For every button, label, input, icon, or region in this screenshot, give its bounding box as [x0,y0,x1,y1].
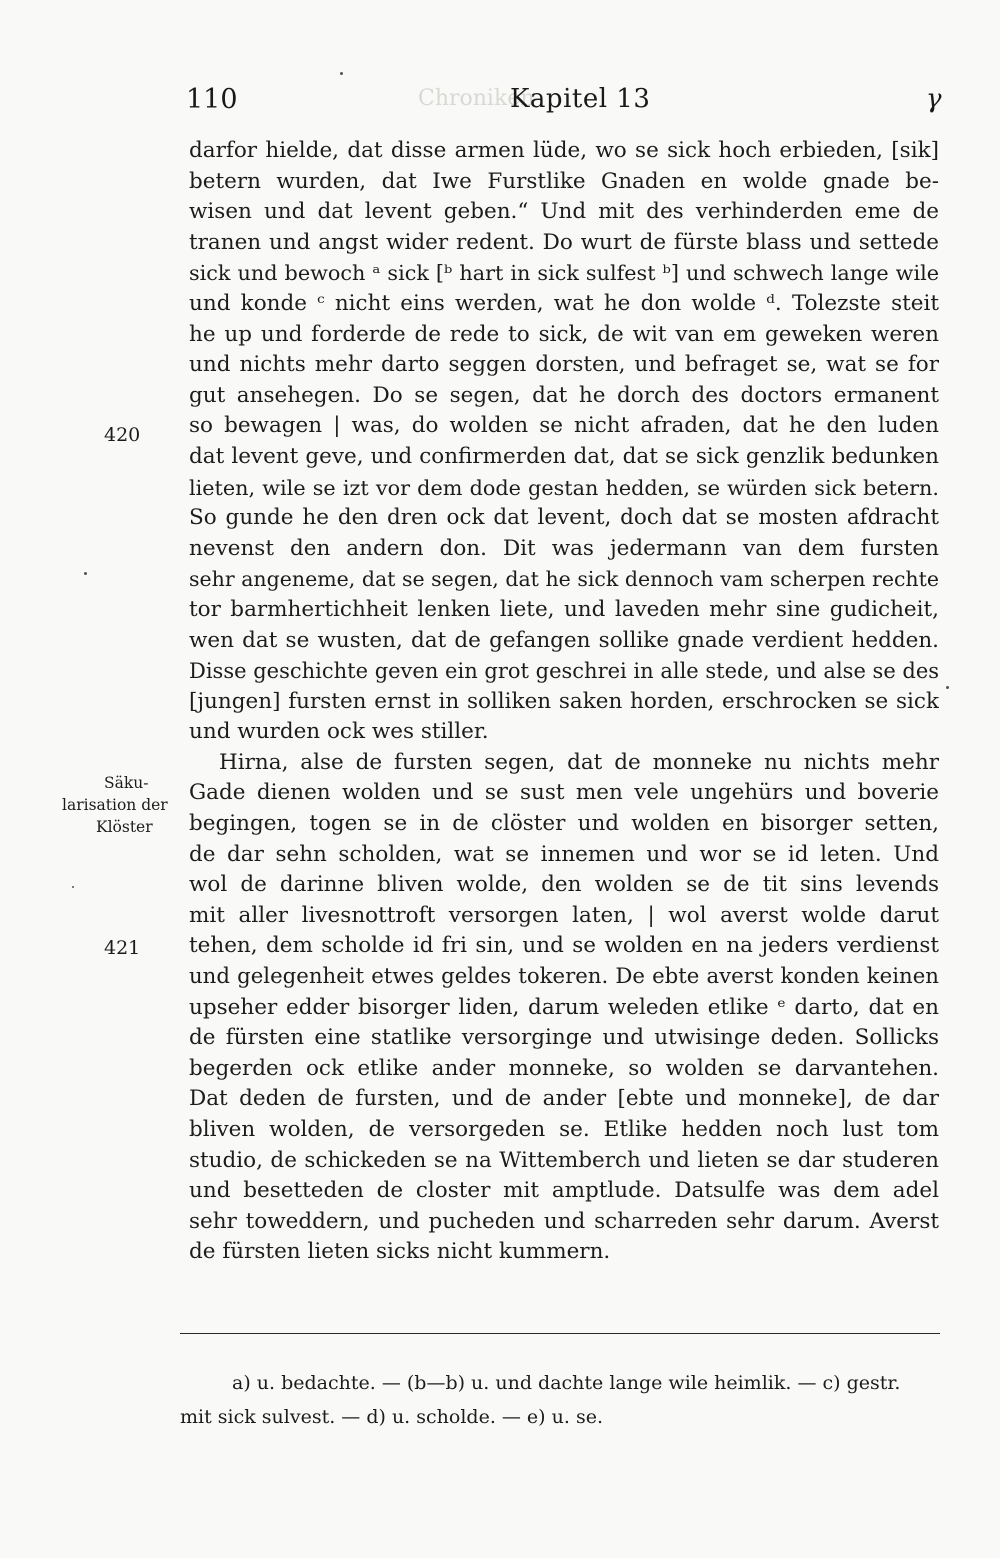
text-line: begerden ock etlike ander monneke, so wolden se darvantehen. [189,1055,939,1081]
text-line: wol de darinne bliven wolde, den wolden se de tit sins levends [189,872,939,898]
footnote-line: a) u. bedachte. — (b—b) u. und dachte lange wile heimlik. — c) gestr. [232,1372,901,1394]
paper-speck [72,886,74,888]
side-note-line: larisation der [62,796,168,814]
text-line: tehen, dem scholde id fri sin, und se wolden en na jeders verdienst [189,933,939,959]
bleed-through-header: Chroniken [418,86,535,111]
text-line: de fürsten lieten sicks nicht kummern. [189,1239,611,1265]
text-line: de dar sehn scholden, wat se innemen und wor se id leten. Und [189,841,939,867]
text-line: lieten, wile se izt vor dem dode gestan hedden, se würden sick betern. [189,475,939,500]
side-note-line: Klöster [96,818,153,836]
paper-speck [946,686,949,689]
text-line: tranen und angst wider redent. Do wurt de fürste blass und settede [189,229,939,255]
text-line: he up und forderde de rede to sick, de wit van em geweken weren [189,321,939,347]
side-note-line: Säku- [104,774,149,792]
page-number: 110 [186,84,238,115]
text-line: betern wurden, dat Iwe Furstlike Gnaden en wolde gnade be- [189,168,939,194]
text-line: Disse geschichte geven ein grot geschrei in alle stede, und alse se des [189,659,939,684]
text-line: studio, de schickeden se na Wittemberch und lieten se dar studeren [189,1147,939,1173]
text-line: de fürsten eine statlike versorginge und utwisinge deden. Sollicks [189,1025,939,1051]
text-line: So gunde he den dren ock dat levent, doch dat se mosten afdracht [189,505,939,531]
text-line: und gelegenheit etwes geldes tokeren. De ebte averst konden keinen [189,964,939,990]
text-line: gut ansehegen. Do se segen, dat he dorch des doctors ermanent [189,382,939,408]
text-line: bliven wolden, de versorgeden se. Etlike hedden noch lust tom [189,1117,939,1142]
paper-speck [84,572,87,575]
signature-mark: γ [926,84,942,114]
page-header [0,84,1000,124]
text-line: sick und bewoch ᵃ sick [ᵇ hart in sick sulfest ᵇ] und schwech lange wile [189,261,939,286]
text-line: und konde ᶜ nicht eins werden, wat he don wolde ᵈ. Tolezste steit [189,290,939,316]
text-line: Dat deden de fursten, und de ander [ebte und monneke], de dar [189,1086,939,1112]
text-line: begingen, togen se in de clöster und wolden en bisorger setten, [189,811,939,837]
text-line: tor barmhertichheit lenken liete, und laveden mehr sine gudicheit, [189,596,939,622]
text-line: so bewagen | was, do wolden se nicht afraden, dat he den luden [189,413,939,439]
text-line: wisen und dat levent geben.“ Und mit des verhinderden eme de [189,199,939,225]
margin-side-note [62,772,186,838]
text-line: upseher edder bisorger liden, darum weleden etlike ᵉ darto, dat en [189,994,939,1020]
text-line: wen dat se wusten, dat de gefangen sollike gnade verdient hedden. [189,627,939,653]
text-line: sehr angeneme, dat se segen, dat he sick dennoch vam scherpen rechte [189,567,939,592]
text-line: Hirna, alse de fursten segen, dat de monneke nu nichts mehr [219,749,939,775]
text-line: darfor hielde, dat disse armen lüde, wo se sick hoch erbieden, [sik] [189,138,939,163]
text-line: Gade dienen wolden und se sust men vele ungehürs und boverie [189,780,939,806]
margin-line-number: 420 [104,424,141,446]
text-line: sehr toweddern, und pucheden und scharreden sehr darum. Averst [189,1208,939,1234]
text-line: [jungen] fursten ernst in solliken saken horden, erschrocken se sick [189,688,939,714]
margin-line-number: 421 [104,937,141,959]
footnotes [180,1366,940,1434]
text-line: dat levent geve, und confirmerden dat, dat se sick genzlik bedunken [189,443,939,469]
chapter-title: Kapitel 13 [510,84,651,114]
text-line: und nichts mehr darto seggen dorsten, und befraget se, wat se for [189,352,939,378]
text-line: und besetteden de closter mit amptlude. Datsulfe was dem adel [189,1178,939,1204]
main-text [189,136,939,1268]
text-line: und wurden ock wes stiller. [189,719,489,745]
text-line: mit aller livesnottroft versorgen laten, | wol averst wolde darut [189,902,939,928]
text-line: nevenst den andern don. Dit was jedermann van dem fursten [189,535,939,561]
paper-speck [340,72,343,75]
footnote-line: mit sick sulvest. — d) u. scholde. — e) u. se. [180,1406,603,1428]
footnote-divider [180,1333,940,1334]
